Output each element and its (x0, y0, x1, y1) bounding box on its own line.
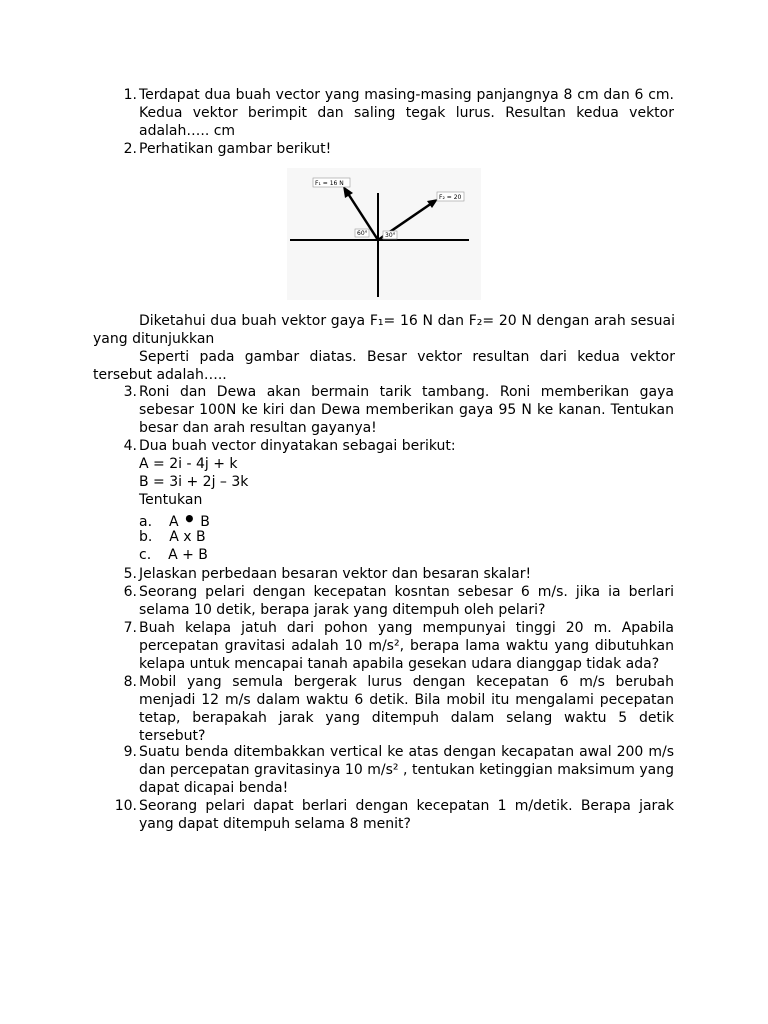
question-text: Suatu benda ditembakkan vertical ke atas dengan kecapatan awal 200 m/s dan percepatan gravitasinya 10 m/s² , tentukan ketinggian maksimum yang dapat dicapai benda! (139, 744, 674, 796)
sub-letter: c. (139, 547, 152, 563)
question-text: Jelaskan perbedaan besaran vektor dan besaran skalar! (139, 566, 532, 582)
question-text: Mobil yang semula bergerak lurus dengan kecepatan 6 m/s berubah menjadi 12 m/s dalam waktu 6 detik. Bila mobil itu mengalami pecepatan tetap, berapakah jarak yang ditempuh dalam selang waktu 5 detik tersebut? (139, 674, 674, 744)
sub-text: A x B (169, 529, 206, 545)
question-number: 9. (123, 744, 137, 760)
question-number: 7. (123, 620, 137, 636)
sub-letter: a. (139, 514, 153, 530)
question-text: Roni dan Dewa akan bermain tarik tambang. Roni memberikan gaya sebesar 100N ke kiri dan Dewa memberikan gaya 95 N ke kanan. Tentukan besar dan arah resultan gayanya! (139, 384, 674, 436)
question-number: 8. (123, 674, 137, 690)
sub-letter: b. (139, 529, 153, 545)
question-number: 2. (123, 141, 137, 157)
f1-label: F₁ = 16 N (315, 180, 344, 187)
dot-product-symbol: • (182, 507, 196, 531)
vector-b: B = 3i + 2j – 3k (139, 474, 249, 490)
question-text: Buah kelapa jatuh dari pohon yang mempunyai tinggi 20 m. Apabila percepatan gravitasi adalah 10 m/s², berapa lama waktu yang dibutuhkan kelapa untuk mencapai tanah apabila gesekan udara dianggap tidak ada? (139, 620, 674, 672)
question-number: 4. (123, 438, 137, 454)
vector-diagram-svg (287, 168, 481, 300)
tentukan-label: Tentukan (139, 492, 203, 508)
question-text: Perhatikan gambar berikut! (139, 141, 332, 157)
question-text: Seorang pelari dapat berlari dengan kecepatan 1 m/detik. Berapa jarak yang dapat ditempuh selama 8 menit? (139, 798, 674, 832)
question-number: 5. (123, 566, 137, 582)
question-text: Seorang pelari dengan kecepatan kosntan sebesar 6 m/s. jika ia berlari selama 10 detik, berapa jarak yang ditempuh oleh pelari? (139, 584, 674, 618)
f2-label: F₂ = 20 (439, 194, 462, 201)
vector-a: A = 2i - 4j + k (139, 456, 238, 472)
q2-given-paragraph: Diketahui dua buah vektor gaya F₁= 16 N dan F₂= 20 N dengan arah sesuai yang ditunjukkan (93, 313, 675, 347)
q2-question-paragraph: Seperti pada gambar diatas. Besar vektor resultan dari kedua vektor tersebut adalah….. (93, 349, 675, 383)
operand-a: A (168, 514, 179, 530)
angle-left-label: 60° (357, 230, 368, 237)
question-number: 3. (123, 384, 137, 400)
sub-item-c (139, 546, 208, 564)
question-text: Dua buah vector dinyatakan sebagai berikut: (139, 438, 456, 454)
operand-b: B (200, 514, 210, 530)
question-number: 1. (123, 87, 137, 103)
sub-item-b (139, 528, 206, 546)
angle-right-label: 30° (385, 232, 396, 239)
sub-text: A + B (168, 547, 208, 563)
question-text: Terdapat dua buah vector yang masing-masing panjangnya 8 cm dan 6 cm. Kedua vektor berimpit dan saling tegak lurus. Resultan kedua vektor adalah….. cm (139, 87, 674, 139)
question-number: 10. (114, 798, 137, 814)
vector-diagram (287, 168, 481, 300)
question-number: 6. (123, 584, 137, 600)
